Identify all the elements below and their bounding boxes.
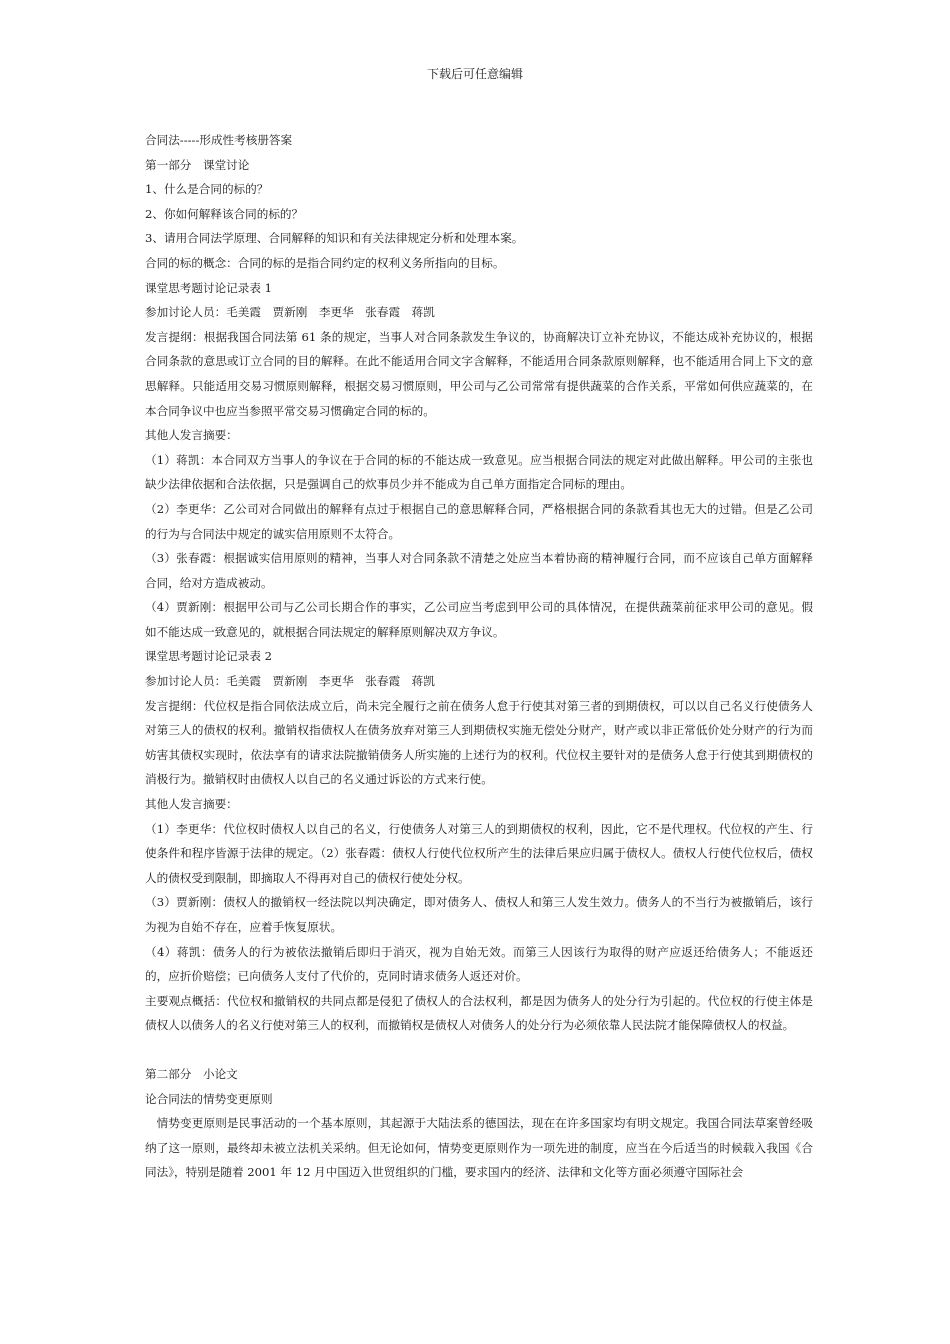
record1-item-1: （1）蒋凯：本合同双方当事人的争议在于合同的标的不能达成一致意见。应当根据合同法的规定对此做出解释。甲公司的主张也缺少法律依据和合法依据，只是强调自己的炊事员少并不能成为自己单方面指定合同标的理由。: [145, 452, 813, 492]
essay-paragraph: 情势变更原则是民事活动的一个基本原则，其起源于大陆法系的德国法，现在在许多国家均有明文规定。我国合同法草案曾经吸纳了这一原则，最终却未被立法机关采纳。但无论如何，情势变更原则作为一项先进的制度，应当在今后适当的时候载入我国《合同法》，特别是随着 2001 年 12 月中国迈入世贸组织的门槛，要求国内的经济、法律和文化等方面必须遵守国际社会: [145, 1116, 813, 1180]
question-1: 1、什么是合同的标的？: [145, 182, 269, 197]
record1-participants: 参加讨论人员：毛美霞 贾新刚 李更华 张春霞 蒋凯: [145, 305, 435, 320]
record2-summary: 主要观点概括：代位权和撤销权的共同点都是侵犯了债权人的合法权利，都是因为债务人的处分行为引起的。代位权的行使主体是债权人以债务人的名义行使对第三人的权利，而撤销权是债权人对债务人的处分行为必须依靠人民法院才能保障债权人的权益。: [145, 993, 813, 1033]
essay-title: 论合同法的情势变更原则: [145, 1091, 273, 1106]
page-header: 下载后可任意编辑: [426, 67, 523, 81]
document-title: 合同法-----形成性考核册答案: [145, 133, 293, 147]
concept-definition: 合同的标的概念：合同的标的是指合同约定的权利义务所指向的目标。: [145, 255, 505, 270]
record2-others-label: 其他人发言摘要：: [145, 797, 238, 812]
record1-outline: 发言提纲：根据我国合同法第 61 条的规定，当事人对合同条款发生争议的，协商解决订立补充协议，不能达成补充协议的，根据合同条款的意思或订立合同的目的解释。在此不能适用合同文字含解释，不能适用合同条款原则解释，也不能适用合同上下文的意思解释。只能适用交易习惯原则解释，根据交易习惯原则，甲公司与乙公司常常有提供蔬菜的合作关系，平常如何供应蔬菜的，在本合同争议中也应当参照平常交易习惯确定合同的标的。: [145, 329, 813, 418]
question-2: 2、你如何解释该合同的标的？: [145, 206, 304, 221]
record1-item-2: （2）李更华：乙公司对合同做出的解释有点过于根据自己的意思解释合同，严格根据合同的条款看其也无大的过错。但是乙公司的行为与合同法中规定的诚实信用原则不太符合。: [145, 501, 813, 541]
record1-others-label: 其他人发言摘要：: [145, 428, 238, 443]
record2-item-3: （4）蒋凯：债务人的行为被依法撤销后即归于消灭，视为自始无效。而第三人因该行为取得的财产应返还给债务人；不能返还的，应折价赔偿；已向债务人支付了代价的，克同时请求债务人返还对价。: [145, 944, 813, 984]
section-title-part2: 第二部分 小论文: [145, 1066, 238, 1081]
question-3: 3、请用合同法学原理、合同解释的知识和有关法律规定分析和处理本案。: [145, 231, 524, 246]
record2-participants: 参加讨论人员：毛美霞 贾新刚 李更华 张春霞 蒋凯: [145, 674, 435, 689]
record2-item-2: （3）贾新刚：债权人的撤销权一经法院以判决确定，即对债务人、债权人和第三人发生效力。债务人的不当行为被撤销后，该行为视为自始不存在，应着手恢复原状。: [145, 895, 813, 934]
record1-item-4: （4）贾新刚：根据甲公司与乙公司长期合作的事实，乙公司应当考虑到甲公司的具体情况，在提供蔬菜前征求甲公司的意见。假如不能达成一致意见的，就根据合同法规定的解释原则解决双方争议。: [145, 600, 813, 639]
record2-title: 课堂思考题讨论记录表 2: [145, 649, 272, 664]
section-spacer: [145, 1038, 813, 1062]
section-title-part1: 第一部分 课堂讨论: [145, 157, 250, 172]
document-body: [145, 128, 813, 1185]
record1-title: 课堂思考题讨论记录表 1: [145, 280, 272, 295]
record2-outline: 发言提纲：代位权是指合同依法成立后，尚未完全履行之前在债务人怠于行使其对第三者的到期债权，可以以自己名义行使债务人对第三人的债权的权利。撤销权指债权人在债务放弃对第三人到期债权实施无偿处分财产，财产或以非正常低价处分财产的行为而妨害其债权实现时，依法享有的请求法院撤销债务人所实施的上述行为的权利。代位权主要针对的是债务人怠于行使其到期债权的消极行为。撤销权时由债权人以自己的名义通过诉讼的方式来行使。: [145, 698, 813, 787]
record1-item-3: （3）张春霞：根据诚实信用原则的精神，当事人对合同条款不清楚之处应当本着协商的精神履行合同，而不应该自己单方面解释合同，给对方造成被动。: [145, 551, 813, 590]
record2-item-1: （1）李更华：代位权时债权人以自己的名义，行使债务人对第三人的到期债权的权利，因此，它不是代理权。代位权的产生、行使条件和程序皆源于法律的规定。（2）张春霞：债权人行使代位权所产生的法律后果应归属于债权人。债权人行使代位权后，债权人的债权受到限制，即摘取人不得再对自己的债权行使处分权。: [145, 821, 813, 885]
